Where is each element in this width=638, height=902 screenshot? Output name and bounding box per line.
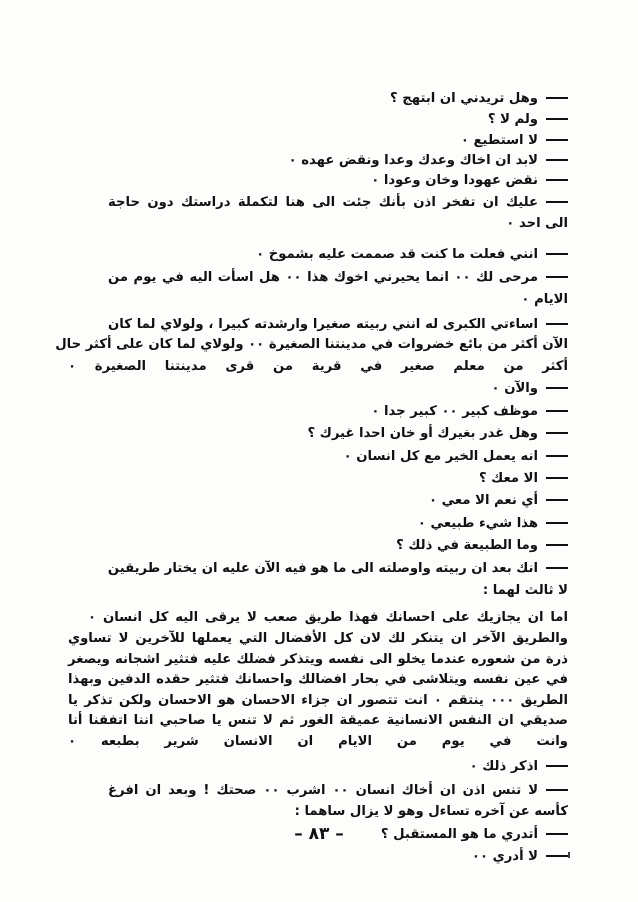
line-text: اذكر ذلك ٠ [469,759,538,774]
line-text: الا معك ؟ [478,471,538,486]
dialogue-dash [546,432,568,434]
dialogue-dash [546,139,568,141]
text-line [88,609,568,627]
text-line [68,692,568,710]
text-line [68,358,568,376]
line-text: صديقي ان النفس الانسانية عميقة الغور ثم لا تنس يا صاحبي اننا اتفقنا أنا [68,713,568,728]
dialogue-dash [546,765,568,767]
line-text: الآن أكثر من بائع خضروات في مدينتنا الصغيرة ٠٠ ولولاي لما كان على أكثر حال [55,337,568,352]
text-line [55,336,568,354]
line-text: أتدري ما هو المستقبل ؟ [380,827,538,842]
dialogue-dash [546,323,568,325]
dialogue-dash [546,276,568,278]
text-line [68,630,568,648]
dialogue-dash [546,544,568,546]
dialogue-dash [546,253,568,255]
line-text: وهل تريدني ان ابتهج ؟ [390,91,538,106]
line-text: الطريق ٠٠٠ ينتقم ٠ انت تتصور ان جزاء الاحسان هو الاحسان ولكن تذكر يا [68,693,569,708]
text-line [68,712,568,730]
line-text: أي نعم الا معي ٠ [428,493,538,508]
text-line [483,582,568,600]
dialogue-dash [546,179,568,181]
line-text: انني فعلت ما كنت قد صممت عليه بشموخ ٠ [256,247,538,262]
text-line [295,803,568,821]
line-text: وهل غدر بغيرك أو خان احدا غيرك ؟ [307,426,538,441]
text-line [492,380,568,398]
text-line [429,492,568,510]
text-line [68,671,568,689]
text-line [521,291,568,309]
text-line [506,215,568,233]
dialogue-dash [546,522,568,524]
scan-speck [568,852,570,858]
dialogue-dash [546,201,568,203]
line-text: هذا شيء طبيعي ٠ [417,516,538,531]
text-line [108,269,568,287]
text-line [256,246,568,264]
line-text: لا تنس اذن ان أخاك انسان ٠٠ اشرب ٠٠ صحتك ! وبعد ان افرغ [108,783,539,798]
dialogue-dash [546,477,568,479]
line-text: الى احد ٠ [506,216,568,231]
line-text: لابد ان اخاك وعدك وعدا ونقض عهده ٠ [288,153,538,168]
text-line [479,470,568,488]
line-text: عليك ان تفخر اذن بأنك جئت الى هنا لتكملة دراستك دون حاجة [108,195,538,210]
page-number: – ٨٣ – [294,824,344,844]
text-line [68,651,568,669]
line-text: ذرة من شعوره عندما يخلو الى نفسه ويتذكر فضلك عليه فتثير اشجانه ويصغر [68,652,568,667]
text-line [289,152,568,170]
line-text: موظف كبير ٠٠ كبير جدا ٠ [371,404,538,419]
line-text: اساءتي الكبرى له انني ربيته صغيرا وارشدته كبيرا ، ولولاي لما كان [108,317,538,332]
text-line [344,448,568,466]
text-line [308,425,568,443]
line-text: انك بعد ان ربيته واوصلته الى ما هو فيه الآن عليه ان يختار طريقين [107,561,538,576]
text-line [390,90,568,108]
dialogue-dash [546,387,568,389]
text-line [108,316,568,334]
line-text: الايام ٠ [521,292,568,307]
dialogue-dash [546,855,568,857]
line-text: لا استطيع ٠ [460,133,538,148]
dialogue-dash [546,118,568,120]
line-text: وما الطبيعة في ذلك ؟ [396,538,538,553]
line-text: في عين نفسه ويتلاشى في بحار افضالك واحسانك فتثير حقده الدفين وبهذا [68,672,568,687]
text-line [418,515,568,533]
text-line [396,537,568,555]
dialogue-dash [546,410,568,412]
text-line [68,733,568,751]
dialogue-dash [546,97,568,99]
dialogue-dash [546,789,568,791]
line-text: لا أدري ٠٠ [471,849,538,864]
text-line [108,194,568,212]
line-text: ولم لا ؟ [487,112,538,127]
line-text: والآن ٠ [491,381,538,396]
line-text: لا ثالث لهما : [482,583,568,598]
dialogue-dash [546,499,568,501]
line-text: أكثر من معلم صغير في قرية من قرى مدينتنا الصغيرة ٠ [68,359,568,374]
line-text: والطريق الآخر ان يتنكر لك لان كل الأفضال التي يعملها للآخرين لا تساوي [68,631,568,646]
line-text: وانت في يوم من الايام ان الانسان شرير بطبعه ٠ [68,734,568,749]
text-line [461,132,568,150]
text-line [371,172,568,190]
dialogue-dash [546,567,568,569]
text-line [472,848,568,866]
line-text: نقض عهودا وخان وعودا ٠ [371,173,538,188]
line-text: انه يعمل الخير مع كل انسان ٠ [343,449,538,464]
line-text: مرحى لك ٠٠ انما يحيرني اخوك هذا ٠٠ هل اسأت اليه في يوم من [108,270,538,285]
text-line [488,111,568,129]
text-line [470,758,568,776]
dialogue-dash [546,455,568,457]
text-line [108,782,568,800]
line-text: اما ان يجازيك على احسانك فهذا طريق صعب لا يرقى اليه كل انسان ٠ [88,610,568,625]
dialogue-dash [546,159,568,161]
text-line [108,560,568,578]
line-text: كأسه عن آخره تساءل وهو لا يزال ساهما : [294,804,568,819]
text-line [371,403,568,421]
